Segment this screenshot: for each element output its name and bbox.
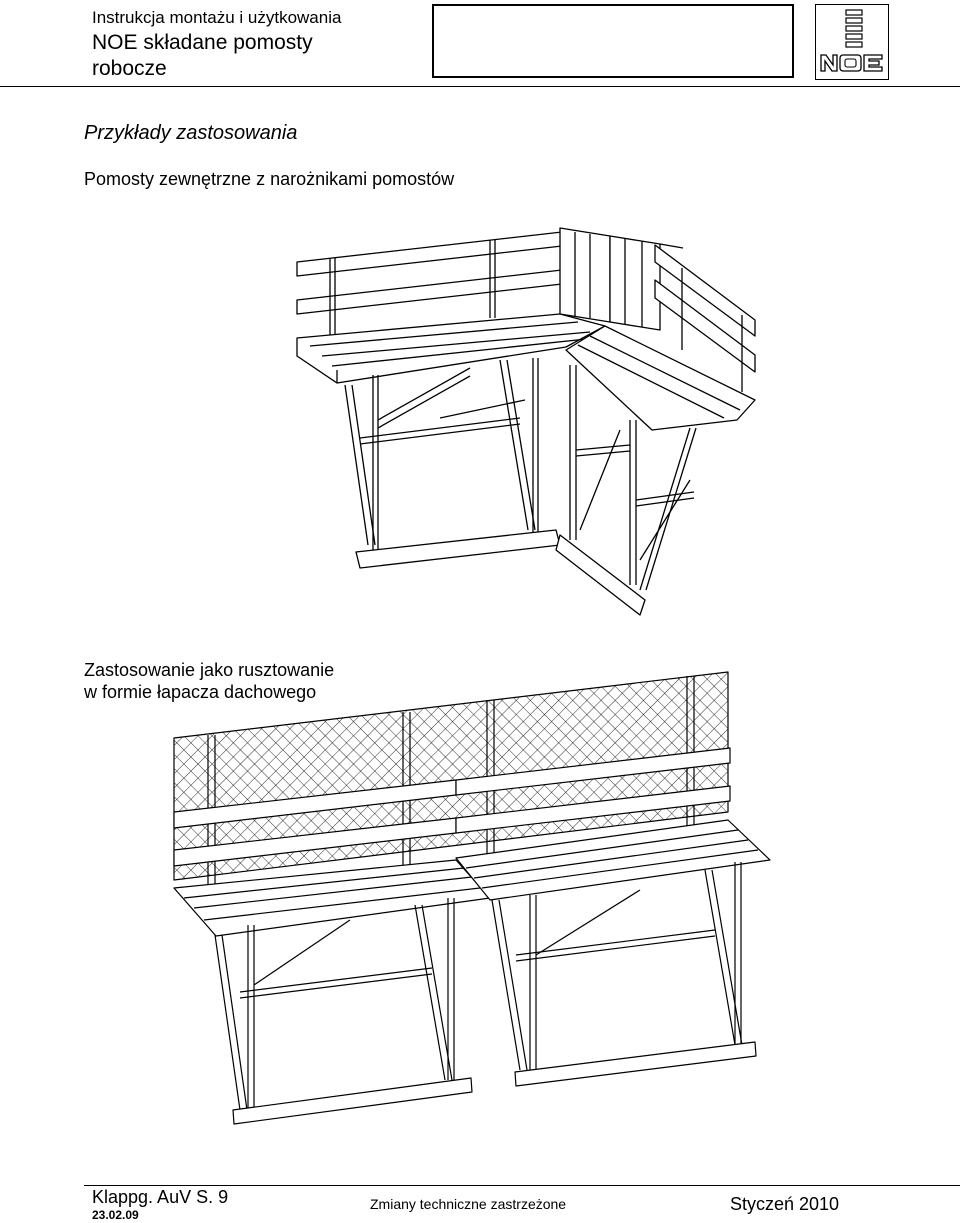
figure1-caption: Pomosty zewnętrzne z narożnikami pomostów: [84, 169, 455, 189]
footer-notice: Zmiany techniczne zastrzeżone: [370, 1196, 567, 1212]
section-title: Przykłady zastosowania: [84, 122, 298, 144]
footer-doc-date: 23.02.09: [92, 1208, 139, 1222]
footer-divider: [84, 1185, 960, 1186]
product-title-line2: robocze: [92, 57, 167, 80]
figure2-caption-line1: Zastosowanie jako rusztowanie: [84, 660, 335, 680]
figure2-caption-line2: w formie łapacza dachowego: [84, 682, 317, 702]
footer-doc-ref: Klappg. AuV S. 9: [92, 1187, 229, 1207]
product-title-line1: NOE składane pomosty: [92, 31, 313, 54]
figure2-caption: [84, 659, 334, 703]
manual-subtitle: Instrukcja montażu i użytkowania: [92, 8, 342, 27]
footer-edition: Styczeń 2010: [730, 1194, 840, 1214]
